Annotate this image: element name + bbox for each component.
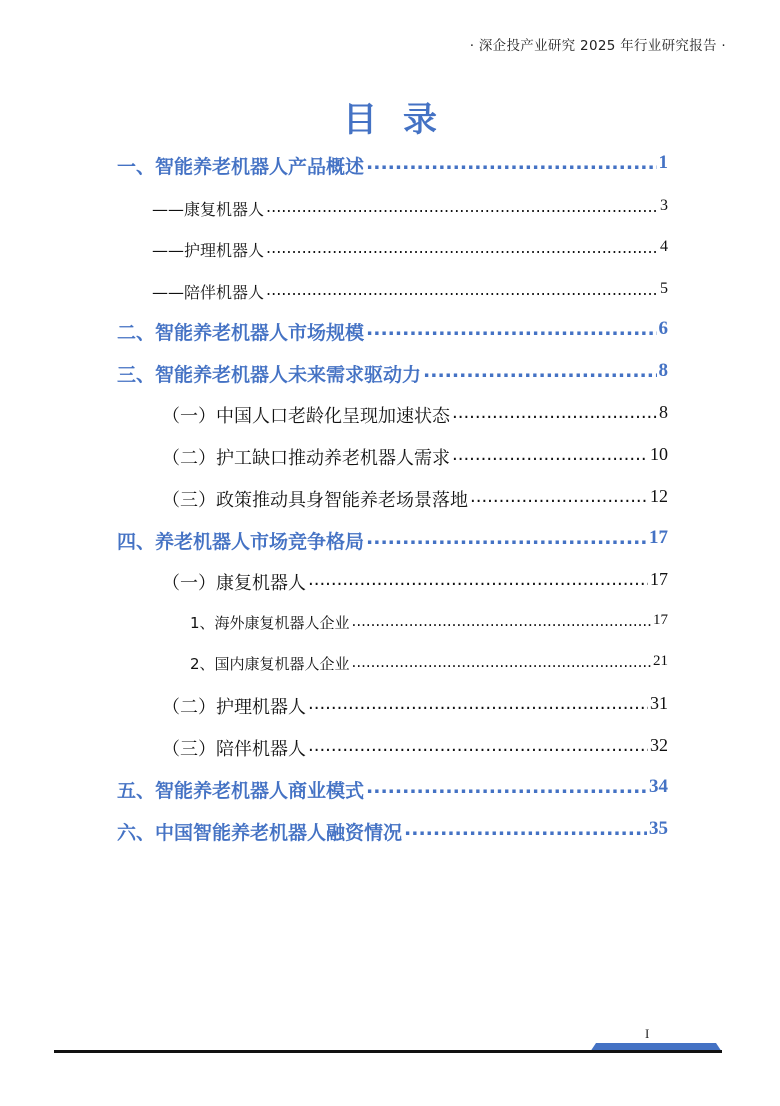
- toc-entry-page: 6: [658, 318, 668, 339]
- toc-entry[interactable]: [0, 527, 780, 557]
- toc-leader-dots: [352, 612, 651, 630]
- toc-entry-label: （一）康复机器人: [162, 573, 306, 594]
- toc-entry-label: （一）中国人口老龄化呈现加速状态: [162, 406, 450, 427]
- toc-leader-dots: [366, 527, 647, 549]
- toc-entry-page: 21: [653, 653, 668, 669]
- toc-leader-dots: [266, 238, 658, 257]
- toc-leader-dots: [266, 280, 658, 299]
- toc-leader-dots: [366, 152, 656, 174]
- toc-entry-page: 10: [650, 444, 668, 464]
- toc-entry-page: 34: [649, 776, 668, 797]
- toc-entry-label: 二、智能养老机器人市场规模: [117, 322, 365, 344]
- toc-entry-page: 12: [650, 486, 668, 506]
- toc-leader-dots: [423, 360, 656, 382]
- toc-entry-page: 8: [659, 402, 668, 422]
- toc-entry[interactable]: [0, 238, 780, 268]
- toc-entry-page: 32: [650, 735, 668, 755]
- toc-leader-dots: [352, 653, 651, 671]
- toc-entry[interactable]: [0, 402, 780, 432]
- toc-entry[interactable]: [0, 569, 780, 599]
- toc-entry[interactable]: [0, 735, 780, 765]
- toc-entry-label: （二）护理机器人: [162, 697, 306, 718]
- toc-entry[interactable]: [0, 360, 780, 390]
- toc-entry[interactable]: [0, 818, 780, 848]
- toc-entry-label: ——康复机器人: [152, 200, 265, 219]
- toc-entry-label: （三）政策推动具身智能养老场景落地: [162, 490, 468, 511]
- toc-entry-label: ——陪伴机器人: [152, 283, 265, 302]
- toc-entry-label: （三）陪伴机器人: [162, 739, 306, 760]
- toc-entry[interactable]: [0, 653, 780, 683]
- toc-leader-dots: [470, 486, 648, 507]
- toc-entry-label: 四、养老机器人市场竞争格局: [117, 531, 365, 553]
- toc-leader-dots: [308, 735, 648, 756]
- toc-leader-dots: [366, 318, 656, 340]
- toc-entry-page: 8: [658, 360, 668, 381]
- toc-entry-page: 4: [660, 238, 668, 255]
- toc-entry[interactable]: [0, 197, 780, 227]
- toc-entry-label: （二）护工缺口推动养老机器人需求: [162, 448, 450, 469]
- toc-entry-label: ——护理机器人: [152, 241, 265, 260]
- toc-leader-dots: [308, 569, 648, 590]
- toc-entry[interactable]: [0, 776, 780, 806]
- toc-leader-dots: [266, 197, 658, 216]
- toc-entry-page: 1: [658, 152, 668, 173]
- toc-entry-label: 1、海外康复机器人企业: [190, 614, 350, 632]
- toc-entry[interactable]: [0, 486, 780, 516]
- toc-entry[interactable]: [0, 152, 780, 182]
- toc-entry-label: 三、智能养老机器人未来需求驱动力: [117, 364, 422, 386]
- toc-entry[interactable]: [0, 612, 780, 642]
- toc-entry-page: 35: [649, 818, 668, 839]
- toc-leader-dots: [452, 444, 648, 465]
- page-title: 目录: [343, 100, 463, 140]
- toc-entry-label: 一、智能养老机器人产品概述: [117, 156, 365, 178]
- toc-leader-dots: [308, 693, 648, 714]
- toc-leader-dots: [366, 776, 647, 798]
- toc-entry-page: 17: [650, 569, 668, 589]
- toc-entry-label: 2、国内康复机器人企业: [190, 655, 350, 673]
- toc-leader-dots: [452, 402, 657, 423]
- toc-entry-page: 5: [660, 280, 668, 297]
- toc-entry[interactable]: [0, 280, 780, 310]
- toc-entry[interactable]: [0, 693, 780, 723]
- toc-entry[interactable]: [0, 444, 780, 474]
- page-number: I: [645, 1026, 650, 1041]
- toc-entry[interactable]: [0, 318, 780, 348]
- toc-entry-label: 五、智能养老机器人商业模式: [117, 780, 365, 802]
- running-header: · 深企投产业研究 2025 年行业研究报告 ·: [469, 38, 726, 54]
- toc-entry-page: 3: [660, 197, 668, 214]
- toc-entry-page: 17: [653, 612, 668, 628]
- toc-entry-page: 17: [649, 527, 668, 548]
- toc-leader-dots: [404, 818, 647, 840]
- toc-entry-label: 六、中国智能养老机器人融资情况: [117, 822, 403, 844]
- toc-entry-page: 31: [650, 693, 668, 713]
- footer-rule: [54, 1050, 722, 1053]
